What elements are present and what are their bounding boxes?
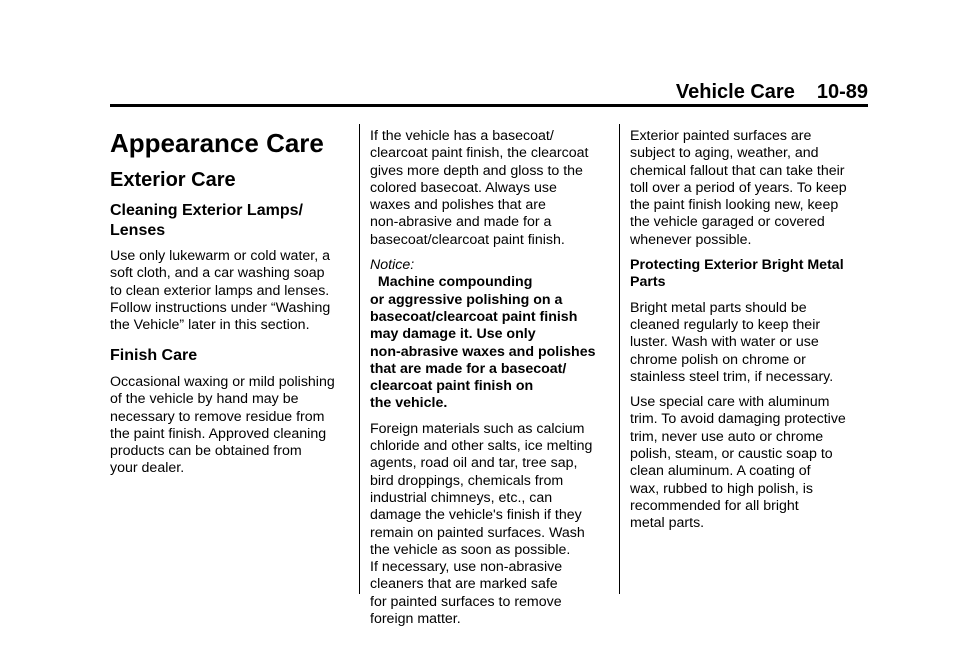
text-line: subject to aging, weather, and [630,145,819,162]
paragraph-painted-surfaces [630,128,866,249]
text-line: the vehicle as soon as possible. [370,541,571,558]
notice-line: basecoat/clearcoat paint finish [370,308,578,325]
page-header [676,80,868,104]
text-line: basecoat/clearcoat paint finish. [370,231,565,248]
subsection-title-line: Lenses [110,221,166,239]
text-line: to clean exterior lamps and lenses. [110,282,330,299]
text-line: trim. To avoid damaging protective [630,411,846,428]
text-line: If the vehicle has a basecoat/ [370,128,554,144]
text-line: polish, steam, or caustic soap to [630,446,833,463]
text-line: Exterior painted surfaces are [630,128,812,144]
section-title-exterior-care: Exterior Care [110,169,236,191]
text-line: foreign matter. [370,611,461,628]
subsection-title-line: Cleaning Exterior Lamps/ [110,202,303,219]
column-2 [370,128,606,636]
column-3 [630,128,866,541]
text-line: metal parts. [630,515,705,532]
text-line: damage the vehicle's finish if they [370,507,582,524]
text-line: the paint finish looking new, keep [630,197,839,214]
notice-first-line [370,257,606,292]
subheading-line: Protecting Exterior Bright Metal [630,257,844,274]
header-page-number: 10-89 [816,81,868,103]
paragraph-basecoat [370,128,606,249]
text-line: your dealer. [110,460,185,477]
paragraph-aluminum-trim [630,394,866,532]
text-line: wax, rubbed to high polish, is [630,480,813,497]
text-line: recommended for all bright [630,497,799,514]
text-line: soft cloth, and a car washing soap [110,265,325,282]
text-line: trim, never use auto or chrome [630,428,824,445]
notice-line: clearcoat paint finish on [370,378,534,395]
paragraph-foreign-materials [370,421,606,629]
text-line: bird droppings, chemicals from [370,472,564,489]
text-line: products can be obtained from [110,443,302,460]
text-line: clearcoat paint finish, the clearcoat [370,145,589,162]
text-line: industrial chimneys, etc., can [370,489,553,506]
notice-line: that are made for a basecoat/ [370,360,567,377]
notice-line: the vehicle. [370,395,448,412]
text-line: luster. Wash with water or use [630,334,819,351]
header-section-title: Vehicle Care [675,81,795,103]
header-rule [110,104,868,107]
subsection-title-cleaning-lamps [110,201,350,240]
text-line: Use special care with aluminum [630,394,830,411]
text-line: chloride and other salts, ice melting [370,438,593,455]
text-line: gives more depth and gloss to the [370,162,583,179]
paragraph-bright-metal [630,300,866,386]
text-line: chrome polish on chrome or [630,351,806,368]
page-title: Appearance Care [110,128,324,158]
text-line: If necessary, use non-abrasive [370,559,563,576]
notice-line: non-abrasive waxes and polishes [370,343,596,360]
text-line: Use only lukewarm or cold water, a [110,248,330,264]
text-line: for painted surfaces to remove [370,593,562,610]
text-line: remain on painted surfaces. Wash [370,524,585,541]
notice-line: or aggressive polishing on a [370,291,563,308]
text-line: agents, road oil and tar, tree sap, [370,455,578,472]
notice-label: Notice: [370,257,415,274]
column-divider-2 [619,124,620,594]
text-line: the paint finish. Approved cleaning [110,425,327,442]
text-line: the vehicle garaged or covered [630,214,825,231]
notice-first-text: Machine compounding [377,274,533,291]
text-line: Foreign materials such as calcium [370,420,585,437]
subheading-line: Parts [630,274,666,291]
text-line: toll over a period of years. To keep [630,179,847,196]
text-line: whenever possible. [630,231,752,248]
column-1 [110,128,350,486]
text-line: cleaners that are marked safe [370,576,558,593]
subheading-bright-metal [630,257,866,292]
text-line: clean aluminum. A coating of [630,463,811,480]
text-line: necessary to remove residue from [110,408,325,425]
text-line: colored basecoat. Always use [370,179,557,196]
text-line: stainless steel trim, if necessary. [630,368,834,385]
column-divider-1 [359,124,360,594]
notice-line: may damage it. Use only [370,326,536,343]
paragraph-cleaning-lamps [110,248,350,334]
text-line: Bright metal parts should be [630,299,807,316]
text-line: cleaned regularly to keep their [630,316,821,333]
text-line: Follow instructions under “Washing [110,299,331,316]
text-line: of the vehicle by hand may be [110,391,299,408]
text-line: Occasional waxing or mild polishing [110,373,335,390]
text-line: non-abrasive and made for a [370,214,552,231]
text-line: waxes and polishes that are [370,197,546,214]
subsection-title-finish-care: Finish Care [110,347,198,365]
paragraph-finish-care [110,374,350,478]
text-line: the Vehicle” later in this section. [110,317,310,334]
text-line: chemical fallout that can take their [630,162,845,179]
notice-block [370,257,606,413]
